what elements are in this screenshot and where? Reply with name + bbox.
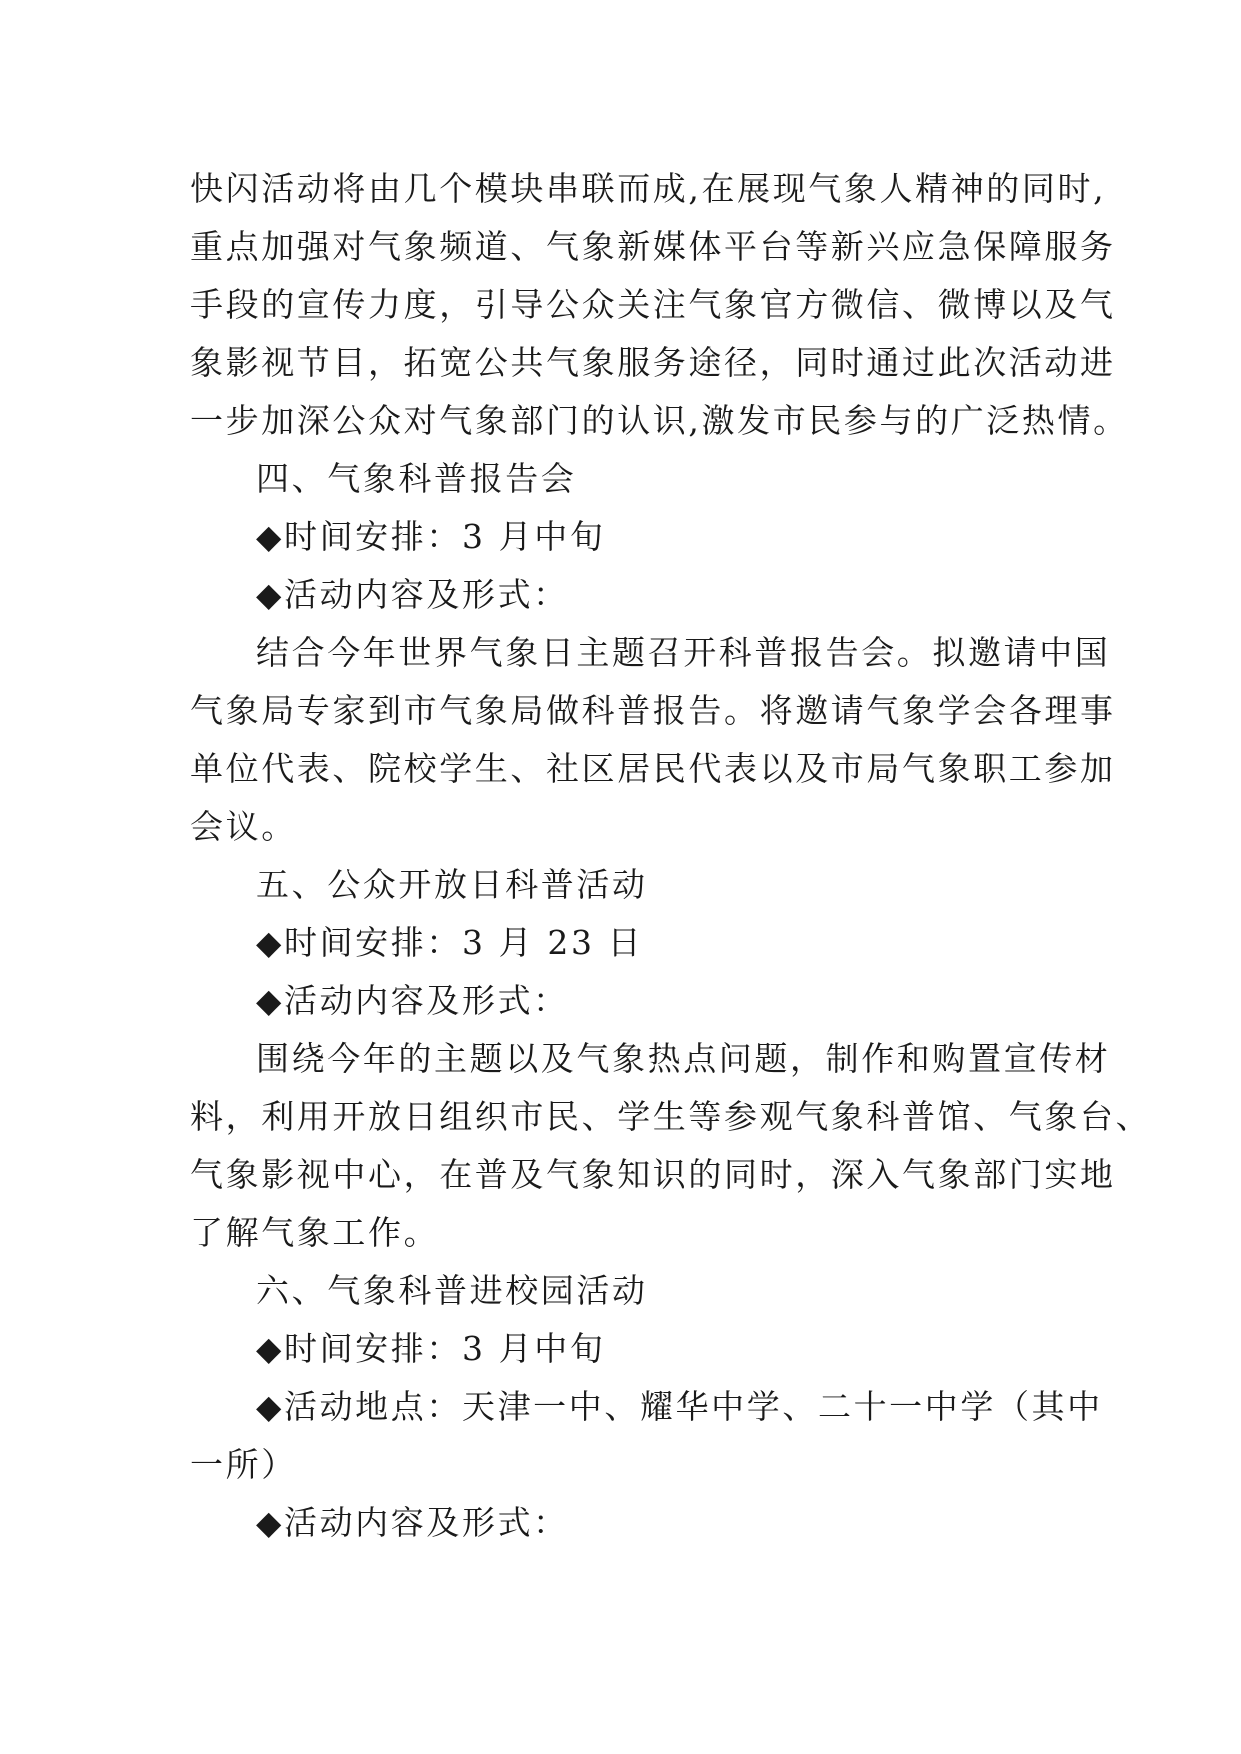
paragraph-line: 料，利用开放日组织市民、学生等参观气象科普馆、气象台、	[190, 1097, 1152, 1136]
paragraph-line: 单位代表、院校学生、社区居民代表以及市局气象职工参加	[190, 749, 1116, 788]
content-form-item: ◆活动内容及形式：	[256, 1503, 569, 1542]
section-heading-5: 五、公众开放日科普活动	[256, 865, 648, 904]
schedule-item: ◆时间安排：3 月 23 日	[256, 923, 644, 962]
paragraph-line: 会议。	[190, 807, 297, 846]
schedule-item: ◆时间安排：3 月中旬	[256, 1329, 606, 1368]
paragraph-line: 围绕今年的主题以及气象热点问题，制作和购置宣传材	[256, 1039, 1111, 1078]
paragraph-line: 一所）	[190, 1445, 297, 1484]
content-form-item: ◆活动内容及形式：	[256, 575, 569, 614]
paragraph-line: 气象局专家到市气象局做科普报告。将邀请气象学会各理事	[190, 691, 1116, 730]
paragraph-line: 结合今年世界气象日主题召开科普报告会。拟邀请中国	[256, 633, 1111, 672]
section-heading-4: 四、气象科普报告会	[256, 459, 577, 498]
paragraph-line: 气象影视中心，在普及气象知识的同时，深入气象部门实地	[190, 1155, 1116, 1194]
content-form-item: ◆活动内容及形式：	[256, 981, 569, 1020]
schedule-item: ◆时间安排：3 月中旬	[256, 517, 606, 556]
location-item: ◆活动地点：天津一中、耀华中学、二十一中学（其中	[256, 1387, 1103, 1426]
paragraph-line: 手段的宣传力度，引导公众关注气象官方微信、微博以及气	[190, 285, 1116, 324]
paragraph-line: 快闪活动将由几个模块串联而成,在展现气象人精神的同时,	[190, 169, 1107, 208]
document-body	[190, 160, 1152, 1552]
paragraph-line: 重点加强对气象频道、气象新媒体平台等新兴应急保障服务	[190, 227, 1116, 266]
paragraph-line: 象影视节目，拓宽公共气象服务途径，同时通过此次活动进	[190, 343, 1116, 382]
section-heading-6: 六、气象科普进校园活动	[256, 1271, 648, 1310]
paragraph-line: 了解气象工作。	[190, 1213, 440, 1252]
paragraph-line: 一步加深公众对气象部门的认识,激发市民参与的广泛热情。	[190, 401, 1129, 440]
